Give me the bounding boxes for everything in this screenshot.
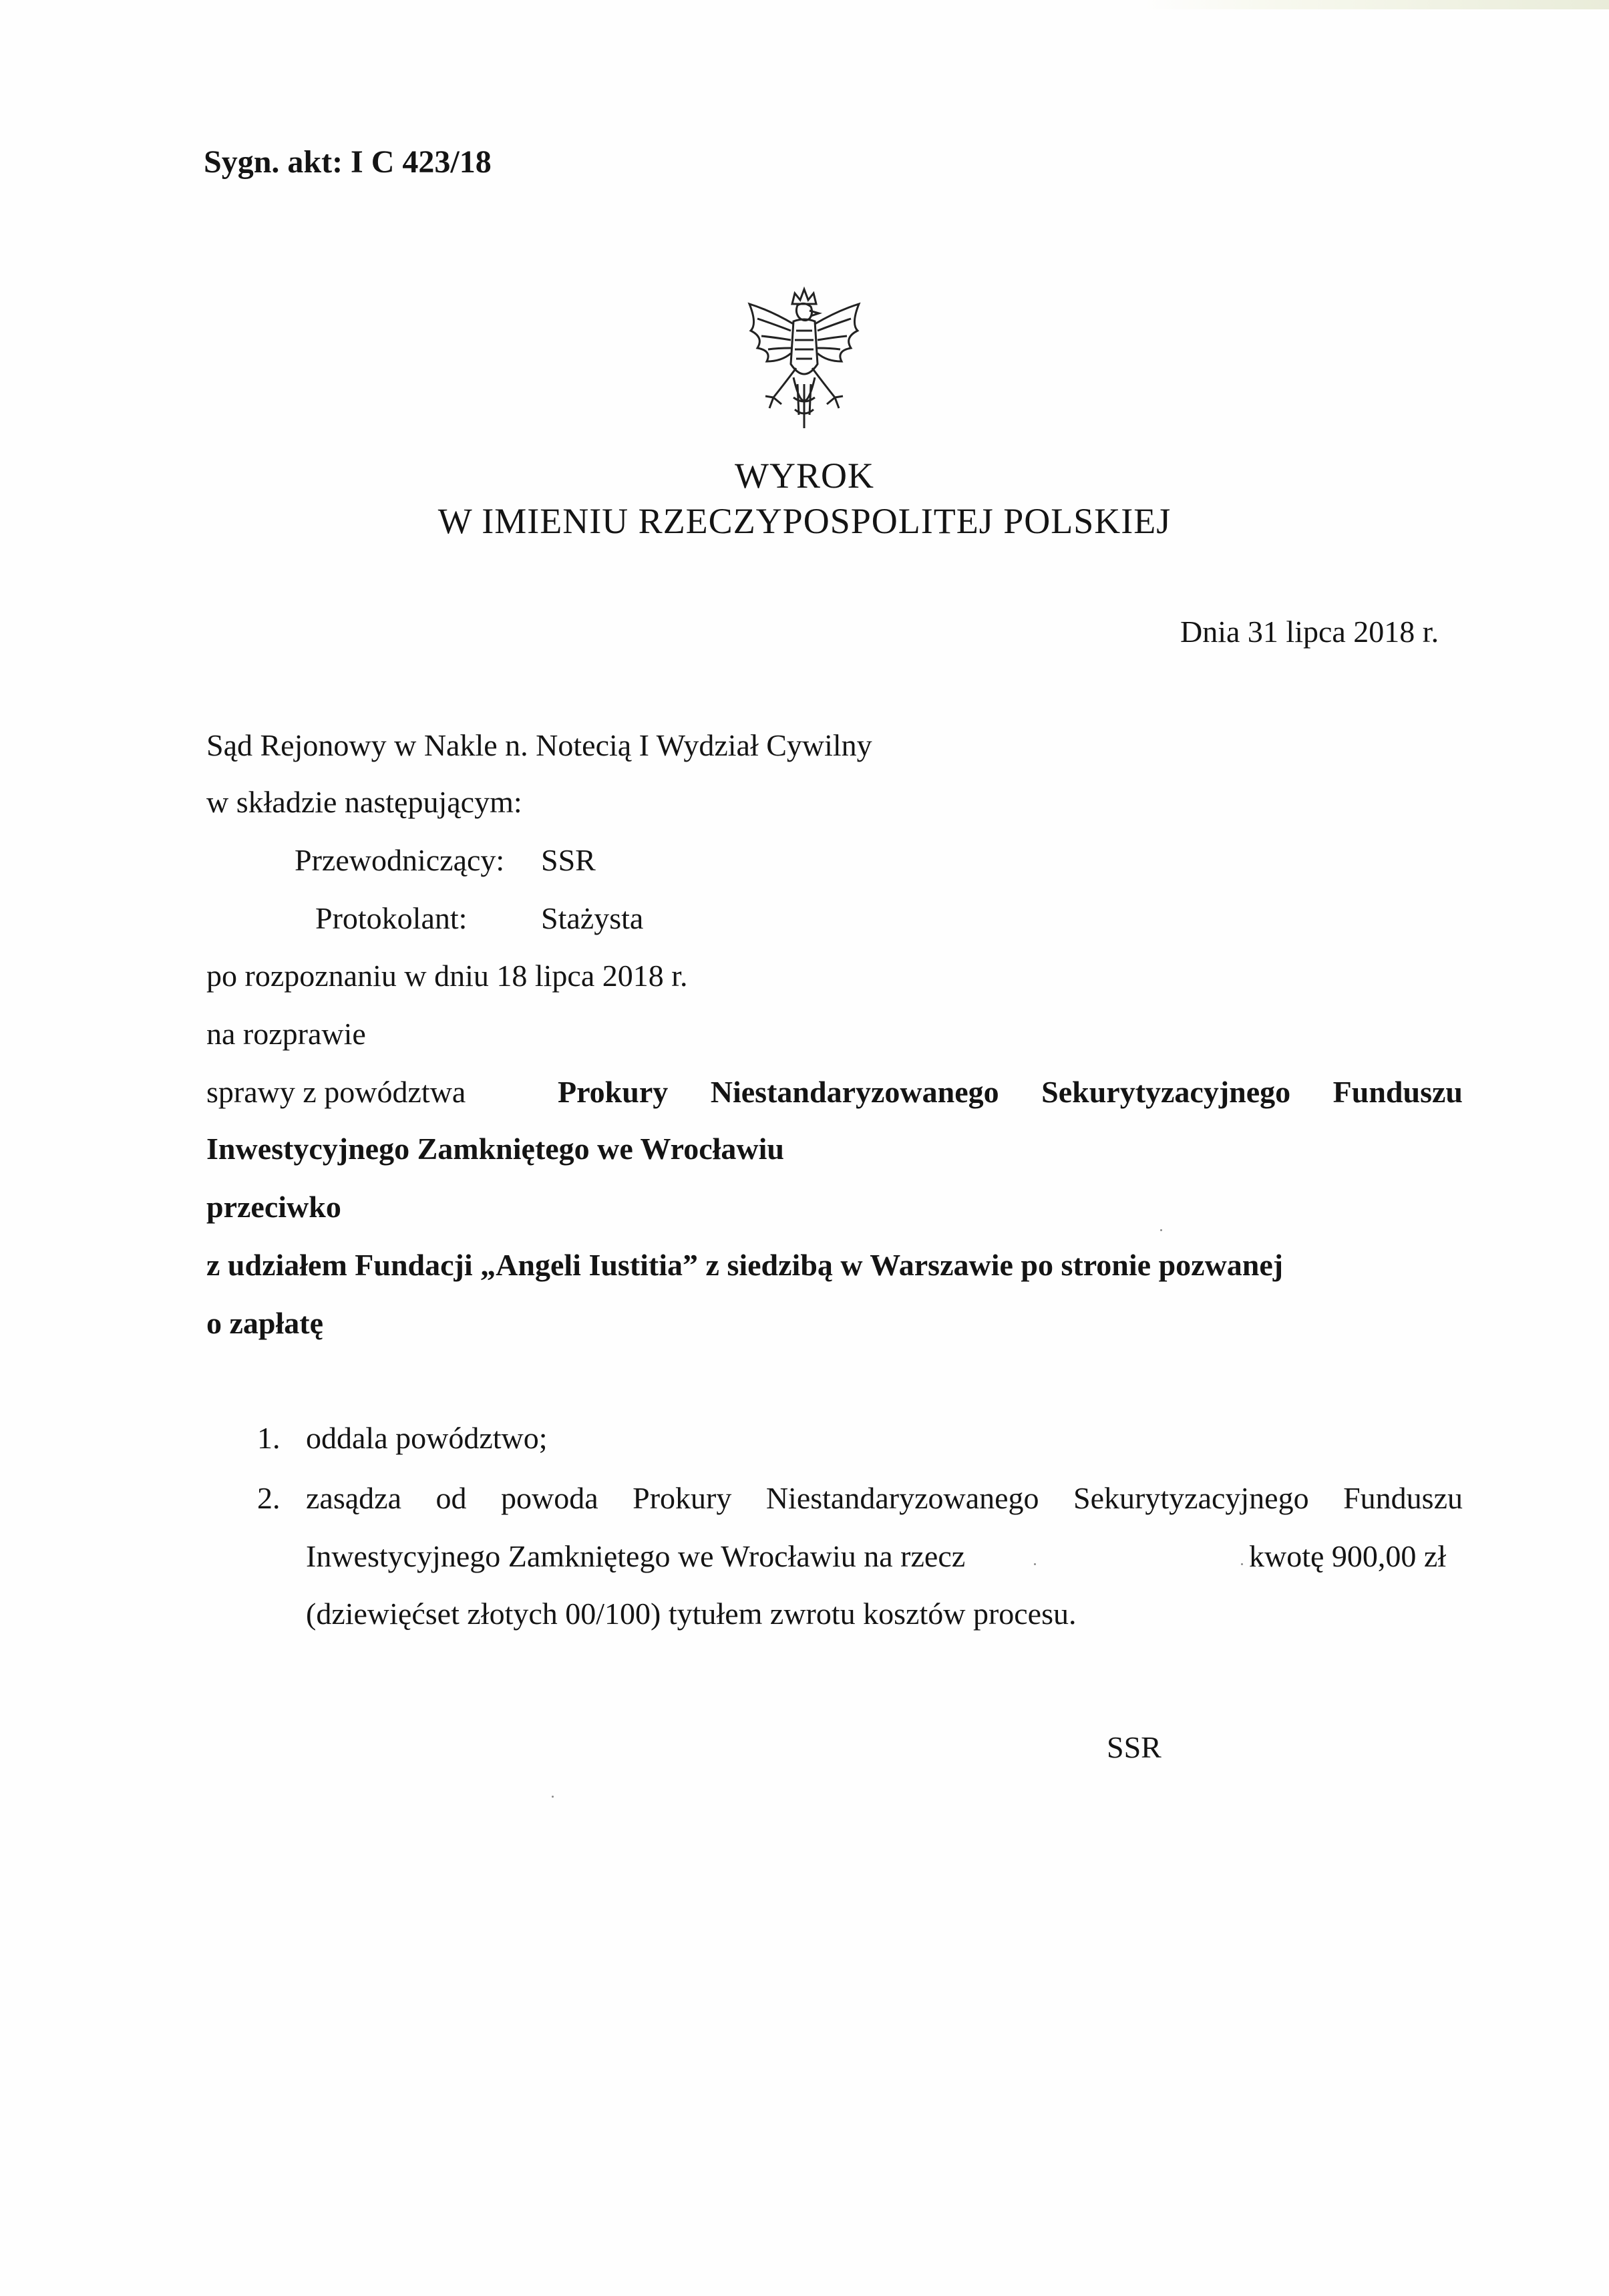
redaction-mark bbox=[1241, 1563, 1243, 1565]
redaction-mark bbox=[1034, 1563, 1036, 1565]
judgment-date: Dnia 31 lipca 2018 r. bbox=[1180, 615, 1439, 649]
scan-edge bbox=[1141, 0, 1609, 9]
judge-signature: SSR bbox=[1107, 1730, 1161, 1764]
ruling-text-line3: (dziewięćset złotych 00/100) tytułem zwrotu kosztów procesu. bbox=[306, 1597, 1077, 1631]
hearing-type: na rozprawie bbox=[206, 1017, 366, 1051]
ruling-text-line1: zasądza od powoda Prokury Niestandaryzowanego Sekurytyzacyjnego Funduszu bbox=[306, 1481, 1463, 1515]
plaintiff-intro: sprawy z powództwa bbox=[206, 1075, 466, 1109]
clerk-label: Protokolant: bbox=[315, 901, 468, 935]
participation-line: z udziałem Fundacji „Angeli Iustitia” z siedzibą w Warszawie po stronie pozwanej bbox=[206, 1248, 1284, 1282]
hearing-date: po rozpoznaniu w dniu 18 lipca 2018 r. bbox=[206, 959, 688, 993]
case-subject: o zapłatę bbox=[206, 1306, 324, 1340]
ruling-number: 2. bbox=[257, 1481, 281, 1515]
chairman-value: SSR bbox=[541, 843, 596, 877]
polish-eagle-emblem-icon bbox=[737, 284, 871, 444]
judgment-subtitle: W IMIENIU RZECZYPOSPOLITEJ POLSKIEJ bbox=[437, 501, 1172, 541]
plaintiff-name-line1: Prokury Niestandaryzowanego Sekurytyzacyjnego Funduszu bbox=[558, 1075, 1463, 1109]
clerk-value: Stażysta bbox=[541, 901, 644, 935]
court-name: Sąd Rejonowy w Nakle n. Notecią I Wydział Cywilny bbox=[206, 728, 872, 762]
court-composition-label: w składzie następującym: bbox=[206, 785, 522, 819]
chairman-label: Przewodniczący: bbox=[295, 843, 505, 877]
scan-speck bbox=[552, 1796, 554, 1798]
ruling-number: 1. bbox=[257, 1421, 281, 1455]
ruling-text-line2-left: Inwestycyjnego Zamkniętego we Wrocławiu na rzecz bbox=[306, 1539, 966, 1573]
case-signature: Sygn. akt: I C 423/18 bbox=[204, 144, 492, 180]
ruling-text-line2-right: kwotę 900,00 zł bbox=[1249, 1539, 1447, 1573]
plaintiff-name-line2: Inwestycyjnego Zamkniętego we Wrocławiu bbox=[206, 1132, 785, 1166]
judgment-title: WYROK bbox=[735, 456, 874, 496]
ruling-text: oddala powództwo; bbox=[306, 1421, 548, 1455]
against-label: przeciwko bbox=[206, 1190, 341, 1224]
redaction-mark bbox=[1160, 1229, 1162, 1231]
